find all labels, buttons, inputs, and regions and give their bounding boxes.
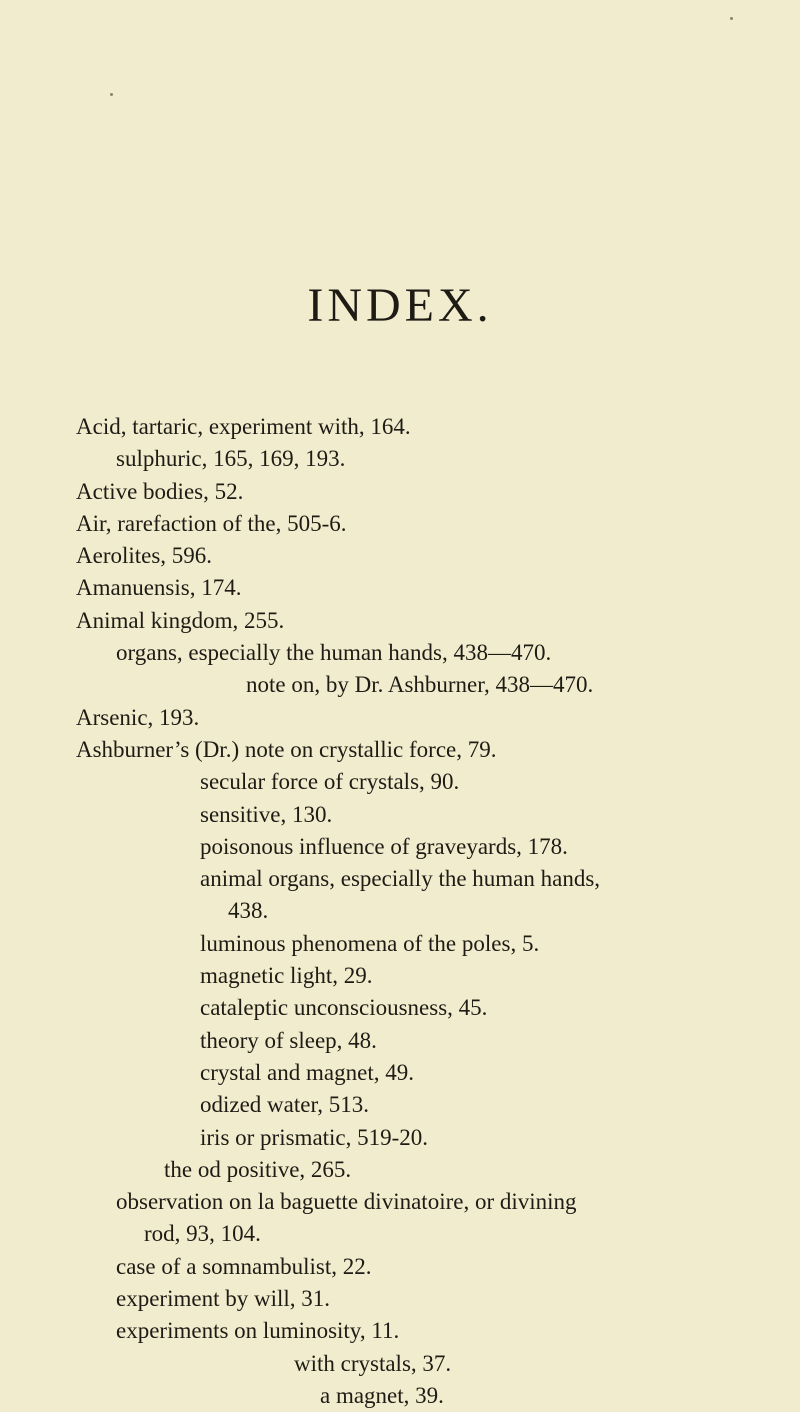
index-entry: animal organs, especially the human hands, (200, 866, 601, 892)
index-entry: iris or prismatic, 519-20. (200, 1124, 429, 1150)
paper-speck (110, 93, 113, 96)
index-entry: odized water, 513. (200, 1092, 369, 1118)
index-entry: sensitive, 130. (200, 801, 333, 827)
index-entries (0, 411, 800, 1412)
index-entry: cataleptic unconsciousness, 45. (200, 995, 488, 1021)
index-entry: organs, especially the human hands, 438—470. (116, 640, 552, 666)
index-entry: crystal and magnet, 49. (200, 1059, 414, 1085)
index-entry: observation on la baguette divinatoire, or divining (116, 1189, 577, 1215)
index-entry: Arsenic, 193. (76, 704, 200, 730)
index-entry: Aerolites, 596. (76, 543, 213, 569)
index-entry: sulphuric, 165, 169, 193. (116, 446, 346, 472)
index-entry: case of a somnambulist, 22. (116, 1253, 372, 1279)
index-entry: secular force of crystals, 90. (200, 769, 460, 795)
paper-speck (730, 17, 733, 20)
index-entry: a magnet, 39. (320, 1382, 444, 1408)
index-entry: Active bodies, 52. (76, 478, 244, 504)
index-entry: magnetic light, 29. (200, 963, 373, 989)
index-entry: note on, by Dr. Ashburner, 438—470. (246, 672, 594, 698)
index-entry: experiments on luminosity, 11. (116, 1318, 400, 1344)
index-entry: 438. (228, 898, 269, 924)
index-entry: Amanuensis, 174. (76, 575, 242, 601)
page-title: INDEX. (307, 279, 493, 332)
index-entry: with crystals, 37. (294, 1350, 452, 1376)
index-entry: experiment by will, 31. (116, 1286, 330, 1312)
index-entry: theory of sleep, 48. (200, 1027, 377, 1053)
index-entry: Acid, tartaric, experiment with, 164. (76, 414, 411, 439)
index-entry: the od positive, 265. (164, 1156, 352, 1182)
index-entry: rod, 93, 104. (144, 1221, 261, 1247)
index-entry: Air, rarefaction of the, 505-6. (76, 510, 347, 536)
index-entry: luminous phenomena of the poles, 5. (200, 930, 540, 956)
index-entry: poisonous influence of graveyards, 178. (200, 833, 568, 859)
index-entry: Animal kingdom, 255. (76, 607, 285, 633)
index-entry: Ashburner’s (Dr.) note on crystallic force, 79. (76, 736, 497, 762)
